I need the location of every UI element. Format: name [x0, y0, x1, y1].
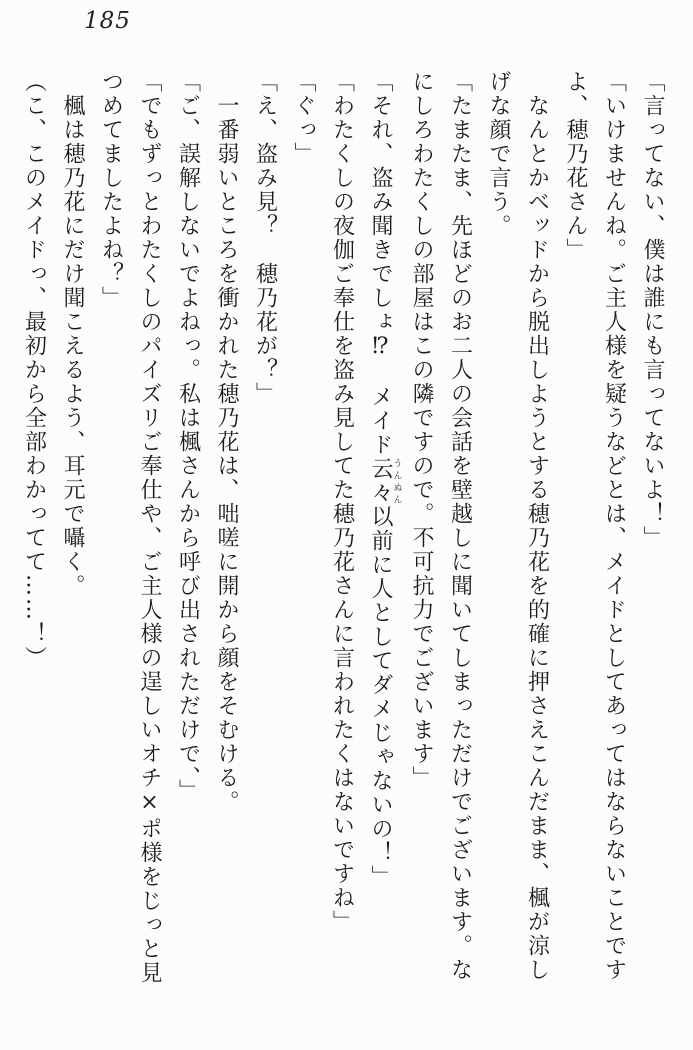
text-line-1: 「言ってない、僕は誰にも言ってないよ！」: [640, 70, 665, 550]
text-line-9: 「わたくしの夜伽ご奉仕を盗み見してた穂乃花さんに言われたくはないですね」: [329, 70, 355, 934]
text-line-13: 「ご、誤解しないでよねっ。私は楓さんから呼び出されただけで、」: [175, 70, 201, 803]
page-number: 185: [84, 8, 131, 34]
text-line-7: にしろわたくしの部屋はこの隣ですので。不可抗力でございます」: [409, 70, 434, 790]
text-line-16: 楓は穂乃花にだけ聞こえるよう、耳元で囁く。: [60, 94, 85, 598]
line8-furigana: うんぬん: [391, 457, 402, 505]
text-line-4: なんとかベッドから脱出しようとする穂乃花を的確に押さえこんだまま、楓が涼し: [524, 94, 550, 982]
text-line-10: 「ぐっ」: [291, 70, 316, 166]
text-line-12: 一番弱いところを衝かれた穂乃花は、咄嗟に開から顔をそむける。: [214, 94, 239, 814]
text-line-5: げな顔で言う。: [486, 70, 511, 238]
text-line-8: [361, 70, 402, 1012]
text-line-11: 「え、盗み見？ 穂乃花が？」: [252, 70, 278, 406]
text-line-14: 「でもずっとわたくしのパイズリご奉仕や、ご主人様の逞しいオチ×ポ様をじっと見: [137, 70, 162, 985]
line8-ruby-base: 云々: [368, 457, 393, 505]
line8-pre: 「それ、盗み聞きでしょ⁉ メイド: [368, 70, 393, 457]
line8-ruby: [368, 457, 402, 505]
text-block: [14, 70, 671, 1012]
text-line-2: 「いけませんね。ご主人様を疑うなどとは、メイドとしてあってはならないことです: [601, 70, 627, 982]
line8-post: 以前に人としてダメじゃないの！」: [368, 505, 393, 889]
text-line-3: よ、穂乃花さん」: [563, 70, 588, 262]
text-line-17: （こ、このメイドっ、最初から全部わかってて……！）: [21, 70, 47, 670]
text-line-15: つめてましたよね？」: [98, 70, 124, 310]
text-line-6: 「たまたま、先ほどのお二人の会話を壁越しに聞いてしまっただけでございます。な: [447, 70, 473, 982]
